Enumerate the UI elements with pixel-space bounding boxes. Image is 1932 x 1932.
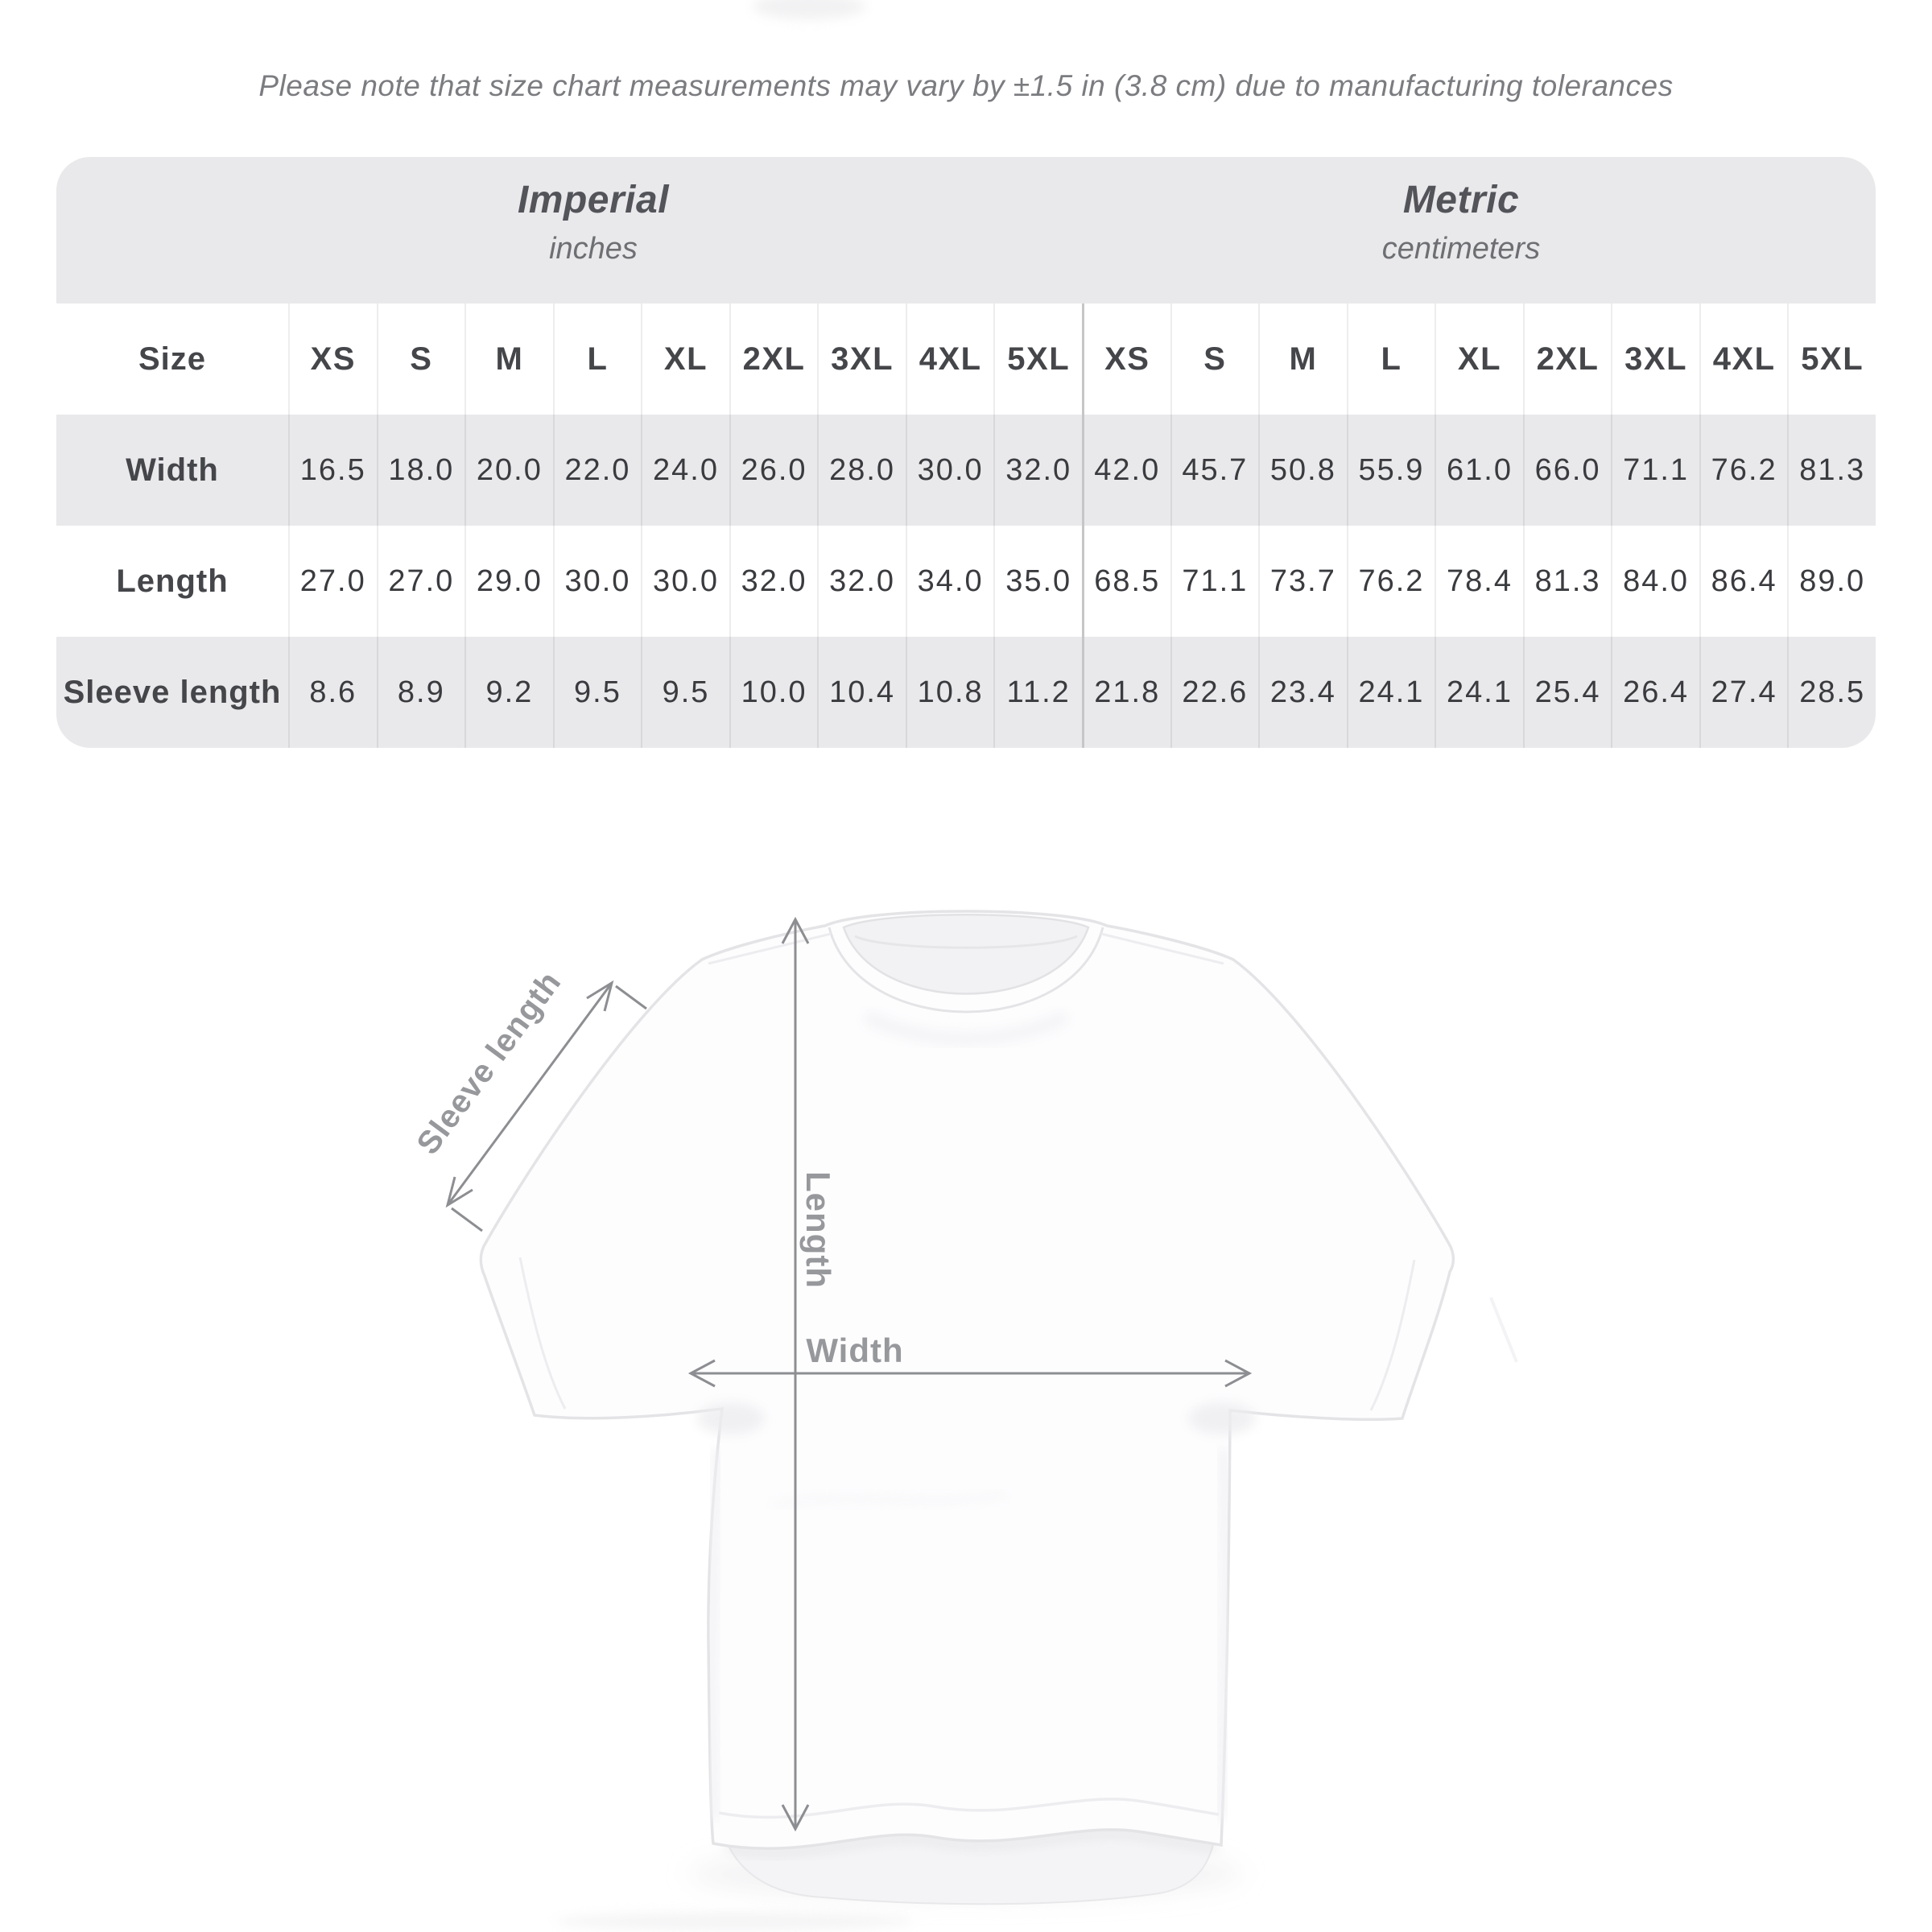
measurement-value-cell: 73.7: [1258, 526, 1347, 637]
measurement-value-cell: 45.7: [1170, 415, 1259, 526]
size-column-header: L: [553, 303, 642, 415]
measurement-value-cell: 10.4: [817, 637, 906, 748]
measurement-value-cell: 8.6: [288, 637, 377, 748]
size-column-header: 2XL: [1523, 303, 1612, 415]
metric-label: Metric: [1402, 179, 1520, 221]
side-shade-left: [712, 1449, 718, 1819]
measurement-value-cell: 10.0: [729, 637, 818, 748]
measurement-value-cell: 28.5: [1787, 637, 1876, 748]
measurement-value-cell: 81.3: [1787, 415, 1876, 526]
shirt-body: [481, 911, 1453, 1848]
measurement-value-cell: 26.4: [1611, 637, 1699, 748]
measurement-value-cell: 21.8: [1082, 637, 1170, 748]
measurement-value-cell: 11.2: [993, 637, 1082, 748]
measurement-value-cell: 26.0: [729, 415, 818, 526]
imperial-label: Imperial: [517, 179, 670, 221]
measurement-value-cell: 9.5: [641, 637, 729, 748]
size-column-header: 3XL: [1611, 303, 1699, 415]
measurement-value-cell: 8.9: [377, 637, 465, 748]
measurement-value-cell: 24.1: [1435, 637, 1523, 748]
measurement-row-header: Width: [56, 415, 288, 526]
measurement-value-cell: 10.8: [906, 637, 994, 748]
armpit-shade-right: [1188, 1402, 1256, 1435]
armpit-shade-left: [697, 1402, 765, 1435]
measurement-value-cell: 23.4: [1258, 637, 1347, 748]
size-column-header: 5XL: [1787, 303, 1876, 415]
unit-header-band: [56, 157, 1876, 303]
side-shade-right: [1220, 1449, 1225, 1819]
measurement-value-cell: 32.0: [993, 415, 1082, 526]
measurement-value-cell: 32.0: [729, 526, 818, 637]
size-column-header: 5XL: [993, 303, 1082, 415]
measurement-value-cell: 16.5: [288, 415, 377, 526]
tshirt-measurement-diagram: [0, 845, 1932, 1932]
measurement-value-cell: 22.6: [1170, 637, 1259, 748]
measurement-value-cell: 30.0: [641, 526, 729, 637]
size-column-header: XS: [288, 303, 377, 415]
measurement-value-cell: 30.0: [906, 415, 994, 526]
measurement-value-cell: 84.0: [1611, 526, 1699, 637]
metric-header: [1382, 157, 1540, 303]
sleeve-wrinkle-right: [1491, 1298, 1517, 1362]
measurement-value-cell: 50.8: [1258, 415, 1347, 526]
measurement-row-header: Sleeve length: [56, 637, 288, 748]
tolerance-note: Please note that size chart measurements may vary by ±1.5 in (3.8 cm) due to manufacturing tolerances: [258, 69, 1674, 102]
measurement-value-cell: 9.5: [553, 637, 642, 748]
measurement-value-cell: 81.3: [1523, 526, 1612, 637]
measurement-value-cell: 86.4: [1699, 526, 1788, 637]
photo-artifact-top: [753, 0, 865, 19]
measurement-value-cell: 32.0: [817, 526, 906, 637]
measurement-value-cell: 66.0: [1523, 415, 1612, 526]
size-column-header: 2XL: [729, 303, 818, 415]
measurement-value-cell: 22.0: [553, 415, 642, 526]
measurement-value-cell: 20.0: [464, 415, 553, 526]
measurement-value-cell: 55.9: [1347, 415, 1435, 526]
measurement-value-cell: 30.0: [553, 526, 642, 637]
measurement-value-cell: 61.0: [1435, 415, 1523, 526]
width-label: Width: [806, 1331, 904, 1369]
measurement-value-cell: 9.2: [464, 637, 553, 748]
size-column-header: XL: [641, 303, 729, 415]
measurement-value-cell: 24.0: [641, 415, 729, 526]
measurement-value-cell: 71.1: [1611, 415, 1699, 526]
measurement-row-header: Length: [56, 526, 288, 637]
measurement-value-cell: 29.0: [464, 526, 553, 637]
measurement-value-cell: 18.0: [377, 415, 465, 526]
measurement-value-cell: 76.2: [1699, 415, 1788, 526]
size-column-header: 3XL: [817, 303, 906, 415]
size-row-header: Size: [56, 303, 288, 415]
measurement-value-cell: 42.0: [1082, 415, 1170, 526]
size-chart-table: [56, 157, 1876, 748]
measurement-value-cell: 71.1: [1170, 526, 1259, 637]
measurement-value-cell: 28.0: [817, 415, 906, 526]
size-column-header: S: [377, 303, 465, 415]
measurement-value-cell: 89.0: [1787, 526, 1876, 637]
measurement-value-cell: 35.0: [993, 526, 1082, 637]
size-column-header: 4XL: [1699, 303, 1788, 415]
imperial-sublabel: inches: [549, 232, 638, 266]
measurement-value-cell: 27.0: [288, 526, 377, 637]
measurement-value-cell: 78.4: [1435, 526, 1523, 637]
measurement-value-cell: 68.5: [1082, 526, 1170, 637]
size-column-header: M: [1258, 303, 1347, 415]
measurement-value-cell: 24.1: [1347, 637, 1435, 748]
size-column-header: 4XL: [906, 303, 994, 415]
size-column-header: XL: [1435, 303, 1523, 415]
size-column-header: M: [464, 303, 553, 415]
size-column-header: S: [1170, 303, 1259, 415]
size-column-header: L: [1347, 303, 1435, 415]
length-label: Length: [799, 1171, 837, 1289]
size-table-grid: [56, 303, 1876, 748]
measurement-value-cell: 27.4: [1699, 637, 1788, 748]
sleeve-length-label: Sleeve length: [410, 964, 568, 1162]
size-column-header: XS: [1082, 303, 1170, 415]
measurement-value-cell: 76.2: [1347, 526, 1435, 637]
measurement-value-cell: 27.0: [377, 526, 465, 637]
measurement-value-cell: 25.4: [1523, 637, 1612, 748]
measurement-value-cell: 34.0: [906, 526, 994, 637]
imperial-header: [518, 157, 669, 303]
metric-sublabel: centimeters: [1381, 232, 1541, 266]
